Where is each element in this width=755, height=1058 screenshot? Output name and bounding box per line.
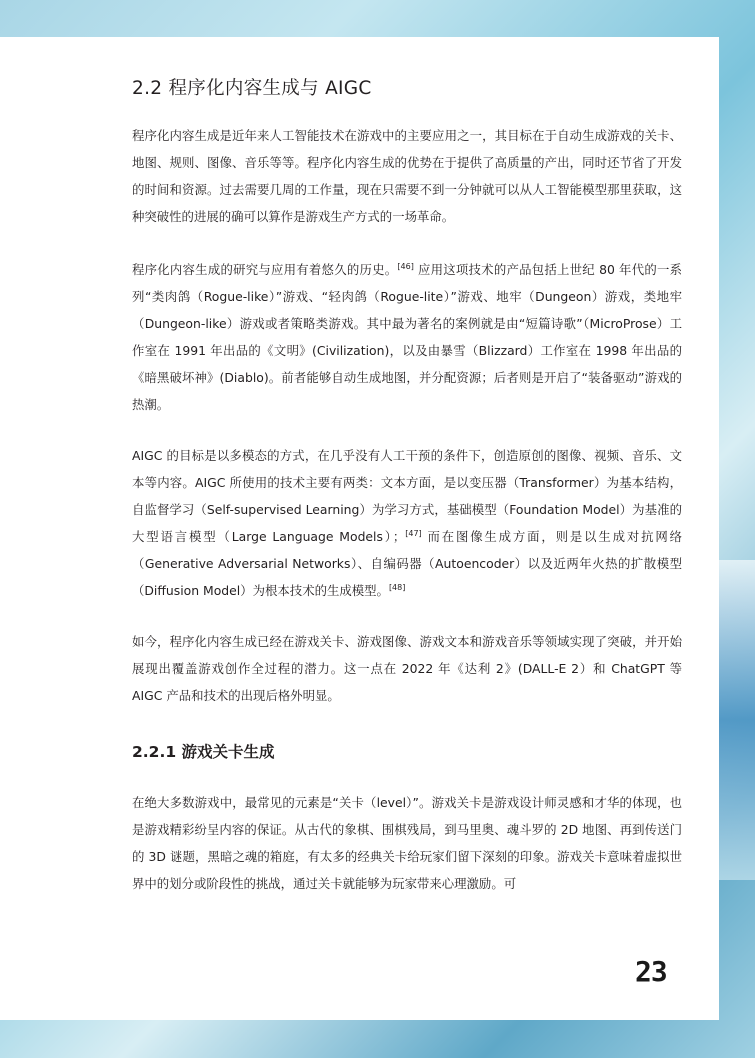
paragraph-text: AIGC 的目标是以多模态的方式，在几乎没有人工干预的条件下，创造原创的图像、视频、音乐、文本等内容。AIGC 所使用的技术主要有两类：文本方面，是以变压器（Transformer）为基本结构，自监督学习（Self-supervised Learning）为学习方式，基础模型（Foundation Model）为基准的大型语言模型（Large Language Models）； [132, 448, 682, 544]
paragraph-aigc [132, 442, 682, 604]
paragraph-text: 而在图像生成方面，则是以生成对抗网络（Generative Adversarial Networks）、自编码器（Autoencoder）以及近两年火热的扩散模型（Diffusion Model）为根本技术的生成模型。 [132, 529, 682, 598]
document-page [0, 37, 719, 1020]
subsection-heading: 2.2.1 游戏关卡生成 [132, 743, 275, 761]
paragraph-text: 程序化内容生成的研究与应用有着悠久的历史。 [132, 262, 398, 277]
paragraph-text: 应用这项技术的产品包括上世纪 80 年代的一系列“类肉鸽（Rogue-like）”游戏、“轻肉鸽（Rogue-lite）”游戏、地牢（Dungeon）游戏，类地牢（Dungeon-like）游戏或者策略类游戏。其中最为著名的案例就是由“短篇诗歌”（MicroProse）工作室在 1991 年出品的《文明》(Civilization)，以及由暴雪（Blizzard）工作室在 1998 年出品的《暗黑破坏神》(Diablo)。前者能够自动生成地图，并分配资源；后者则是开启了“装备驱动”游戏的热潮。 [132, 262, 682, 412]
paragraph-pcg-intro [132, 122, 682, 230]
paragraph-text: 如今，程序化内容生成已经在游戏关卡、游戏图像、游戏文本和游戏音乐等领域实现了突破，并开始展现出覆盖游戏创作全过程的潜力。这一点在 2022 年《达利 2》(DALL-E 2）和 ChatGPT 等 AIGC 产品和技术的出现后格外明显。 [132, 634, 682, 703]
paragraph-text: 程序化内容生成是近年来人工智能技术在游戏中的主要应用之一，其目标在于自动生成游戏的关卡、地图、规则、图像、音乐等等。程序化内容生成的优势在于提供了高质量的产出，同时还节省了开发的时间和资源。过去需要几周的工作量，现在只需要不到一分钟就可以从人工智能模型那里获取，这种突破性的进展的确可以算作是游戏生产方式的一场革命。 [132, 128, 682, 224]
paragraph-text: 在绝大多数游戏中，最常见的元素是“关卡（level）”。游戏关卡是游戏设计师灵感和才华的体现，也是游戏精彩纷呈内容的保证。从古代的象棋、围棋残局，到马里奥、魂斗罗的 2D 地图、再到传送门的 3D 谜题，黑暗之魂的箱庭，有太多的经典关卡给玩家们留下深刻的印象。游戏关卡意味着虚拟世界中的划分或阶段性的挑战，通过关卡就能够为玩家带来心理激励。可 [132, 795, 682, 891]
paragraph-pcg-today [132, 628, 682, 709]
citation-46: [46] [397, 261, 414, 271]
paragraph-level-generation [132, 789, 682, 897]
citation-48: [48] [388, 582, 406, 592]
section-heading: 2.2 程序化内容生成与 AIGC [132, 78, 372, 99]
paragraph-pcg-history [132, 256, 682, 418]
background-accent [715, 560, 755, 880]
citation-47: [47] [405, 528, 422, 538]
page-number: 23 [635, 955, 667, 988]
